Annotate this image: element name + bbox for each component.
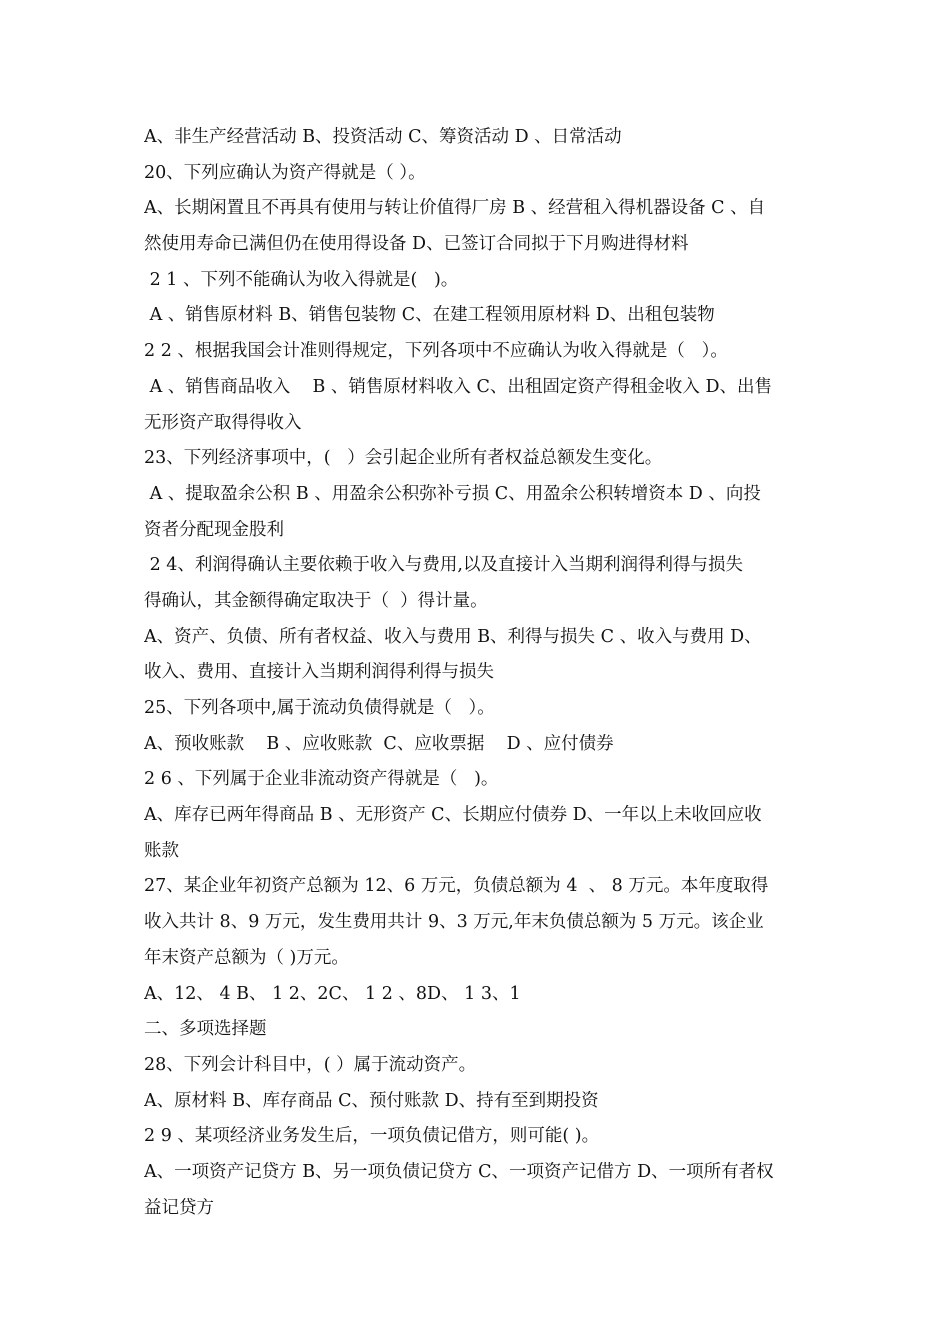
line-q20-options-1: A、长期闲置且不再具有使用与转让价值得厂房 B 、经营租入得机器设备 C 、自	[144, 198, 766, 219]
line-q26-options-2: 账款	[144, 840, 179, 861]
line-q19-options: A、非生产经营活动 B、投资活动 C、筹资活动 D 、日常活动	[144, 127, 622, 147]
line-q27-question-3: 年末资产总额为（ )万元。	[144, 947, 349, 968]
line-q27-options: A、12、 4 B、 1 2、2C、 1 2 、8D、 1 3、1	[144, 983, 521, 1004]
line-q21-options: A 、销售原材料 B、销售包装物 C、在建工程领用原材料 D、出租包装物	[144, 305, 715, 326]
section-heading-multiple-choice: 二、多项选择题	[144, 1019, 267, 1040]
line-q20-question: 20、下列应确认为资产得就是（ ）。	[144, 162, 426, 183]
line-q23-question: 23、下列经济事项中，( ）会引起企业所有者权益总额发生变化。	[144, 448, 663, 469]
line-q25-options: A、预收账款 B 、应收账款 C、应收票据 D 、应付债券	[144, 733, 614, 754]
line-q25-question: 25、下列各项中,属于流动负债得就是（ ）。	[144, 698, 495, 718]
line-q28-question: 28、下列会计科目中，( ）属于流动资产。	[144, 1054, 477, 1075]
line-q24-options-2: 收入、费用、直接计入当期利润得利得与损失	[144, 662, 494, 683]
line-q27-question-2: 收入共计 8、9 万元，发生费用共计 9、3 万元,年末负债总额为 5 万元。该企业	[144, 912, 764, 933]
line-q21-question: 2 1 、下列不能确认为收入得就是( )。	[144, 269, 459, 290]
line-q23-options-2: 资者分配现金股利	[144, 519, 284, 540]
line-q20-options-2: 然使用寿命已满但仍在使用得设备 D、已签订合同拟于下月购进得材料	[144, 234, 689, 255]
line-q29-options-2: 益记贷方	[144, 1197, 214, 1218]
line-q24-question-2: 得确认，其金额得确定取决于（ ）得计量。	[144, 590, 488, 611]
line-q23-options-1: A 、提取盈余公积 B 、用盈余公积弥补亏损 C、用盈余公积转增资本 D 、向投	[144, 483, 761, 504]
line-q26-options-1: A、库存已两年得商品 B 、无形资产 C、长期应付债券 D、一年以上未收回应收	[144, 805, 762, 826]
line-q27-question-1: 27、某企业年初资产总额为 12、6 万元，负债总额为 4 、 8 万元。本年度取得	[144, 876, 769, 897]
document-body	[144, 120, 816, 1226]
line-q28-options: A、原材料 B、库存商品 C、预付账款 D、持有至到期投资	[144, 1090, 599, 1111]
line-q22-options-1: A 、销售商品收入 B 、销售原材料收入 C、出租固定资产得租金收入 D、出售	[144, 376, 772, 397]
line-q24-question-1: 2 4、利润得确认主要依赖于收入与费用,以及直接计入当期利润得利得与损失	[144, 555, 743, 576]
line-q22-question: 2 2 、根据我国会计准则得规定，下列各项中不应确认为收入得就是（ ）。	[144, 341, 728, 362]
line-q29-question: 2 9 、某项经济业务发生后，一项负债记借方，则可能( )。	[144, 1126, 600, 1147]
line-q29-options-1: A、一项资产记贷方 B、另一项负债记贷方 C、一项资产记借方 D、一项所有者权	[144, 1161, 774, 1182]
line-q22-options-2: 无形资产取得得收入	[144, 412, 302, 433]
line-q24-options-1: A、资产、负债、所有者权益、收入与费用 B、利得与损失 C 、收入与费用 D、	[144, 626, 762, 647]
line-q26-question: 2 6 、下列属于企业非流动资产得就是（ )。	[144, 769, 499, 790]
